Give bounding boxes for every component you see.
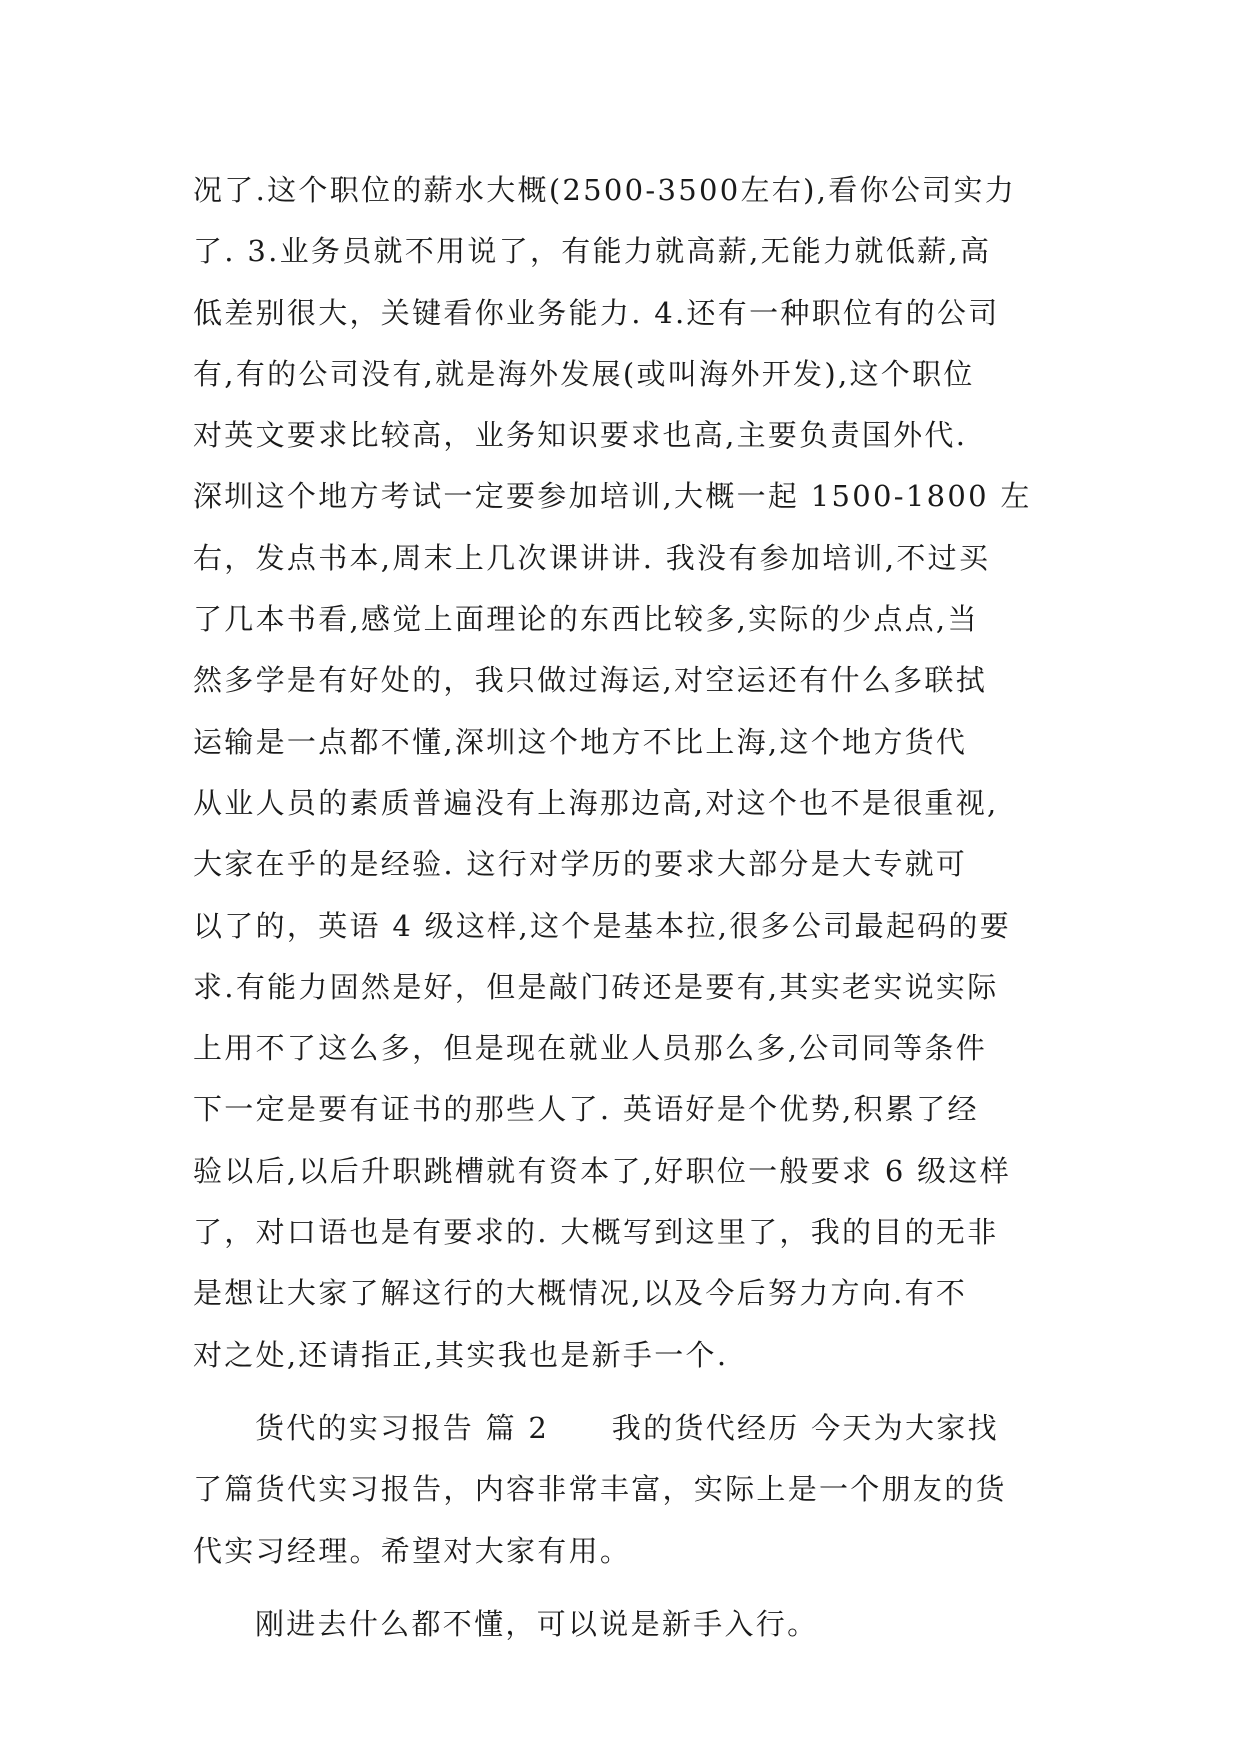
paragraph-2	[193, 1398, 1053, 1582]
text-line: 了几本书看,感觉上面理论的东西比较多,实际的少点点,当	[193, 602, 979, 637]
text-line: 右，发点书本,周末上几次课讲讲. 我没有参加培训,不过买	[193, 540, 991, 575]
text-line: 了. 3.业务员就不用说了，有能力就高薪,无能力就低薪,高	[193, 234, 992, 269]
text-line: 了，对口语也是有要求的. 大概写到这里了，我的目的无非	[193, 1215, 999, 1250]
text-line: 对英文要求比较高，业务知识要求也高,主要负责国外代.	[193, 418, 968, 453]
paragraph-1	[193, 160, 1053, 1386]
text-line: 代实习经理。希望对大家有用。	[193, 1533, 632, 1568]
paragraph-3	[193, 1594, 1053, 1655]
text-line: 上用不了这么多，但是现在就业人员那么多,公司同等条件	[193, 1031, 988, 1066]
text-line: 求.有能力固然是好，但是敲门砖还是要有,其实老实说实际	[193, 969, 999, 1004]
text-line: 低差别很大，关键看你业务能力. 4.还有一种职位有的公司	[193, 295, 1000, 330]
text-line: 货代的实习报告 篇 2 我的货代经历 今天为大家找	[255, 1410, 999, 1445]
paragraph-spacer	[193, 1386, 1053, 1398]
text-line: 了篇货代实习报告，内容非常丰富，实际上是一个朋友的货	[193, 1472, 1007, 1507]
text-line: 验以后,以后升职跳槽就有资本了,好职位一般要求 6 级这样	[193, 1153, 1012, 1188]
document-body	[193, 160, 1053, 1655]
text-line: 深圳这个地方考试一定要参加培训,大概一起 1500-1800 左	[193, 479, 1032, 514]
paragraph-spacer	[193, 1582, 1053, 1594]
text-line: 从业人员的素质普遍没有上海那边高,对这个也不是很重视,	[193, 785, 999, 820]
text-line: 以了的，英语 4 级这样,这个是基本拉,很多公司最起码的要	[193, 908, 1012, 943]
text-line: 下一定是要有证书的那些人了. 英语好是个优势,积累了经	[193, 1092, 979, 1127]
text-line: 大家在乎的是经验. 这行对学历的要求大部分是大专就可	[193, 847, 968, 882]
text-line: 对之处,还请指正,其实我也是新手一个.	[193, 1337, 729, 1372]
text-line: 刚进去什么都不懂，可以说是新手入行。	[255, 1606, 819, 1641]
text-line: 运输是一点都不懂,深圳这个地方不比上海,这个地方货代	[193, 724, 968, 759]
text-line: 有,有的公司没有,就是海外发展(或叫海外开发),这个职位	[193, 356, 975, 391]
text-line: 是想让大家了解这行的大概情况,以及今后努力方向.有不	[193, 1276, 968, 1311]
text-line: 然多学是有好处的，我只做过海运,对空运还有什么多联拭	[193, 663, 988, 698]
text-line: 况了.这个职位的薪水大概(2500-3500左右),看你公司实力	[193, 173, 1017, 207]
